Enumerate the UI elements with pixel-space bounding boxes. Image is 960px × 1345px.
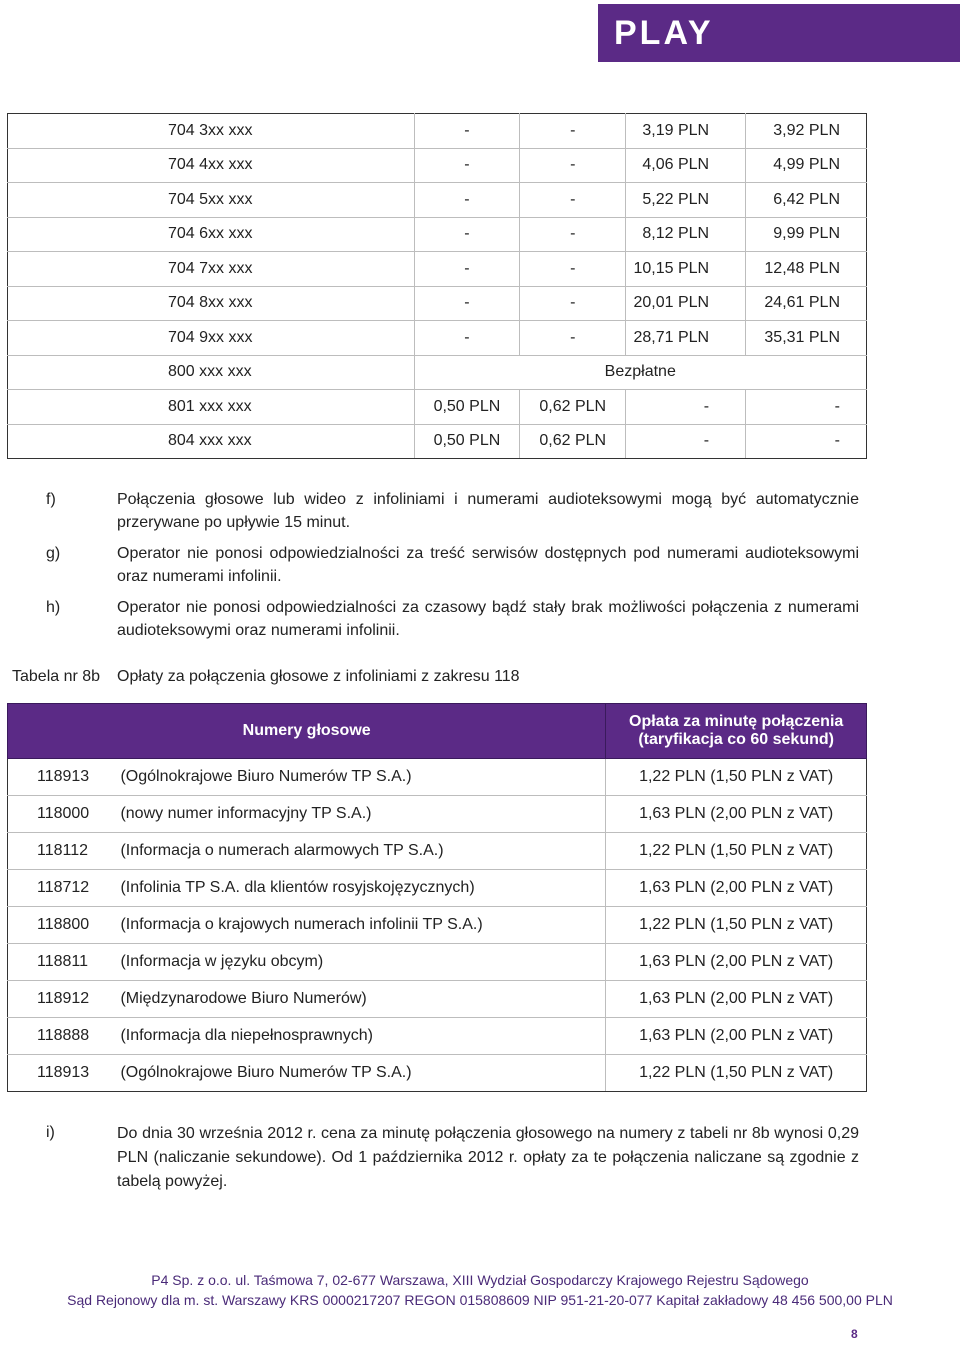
header-fee-line2: (taryfikacja co 60 sekund) — [638, 731, 834, 748]
note-label: g) — [46, 545, 61, 562]
footer-line-2: Sąd Rejonowy dla m. st. Warszawy KRS 0000217207 REGON 015808609 NIP 951-21-20-077 Kapitał zakładowy 48 456 500,00 PLN — [67, 1292, 893, 1308]
rate-cell: 12,48 PLN — [746, 252, 867, 287]
description-cell: (Informacja w języku obcym) — [120, 944, 605, 981]
rate-cell: - — [520, 148, 626, 183]
logo-text: PLAY — [614, 13, 714, 52]
number-range-cell: 704 7xx xxx — [8, 252, 415, 287]
rate-cell: - — [414, 148, 520, 183]
rates-row — [8, 424, 867, 459]
description-cell: (Informacja o krajowych numerach infolinii TP S.A.) — [120, 907, 605, 944]
number-code-cell: 118912 — [8, 981, 121, 1018]
rates-row — [8, 390, 867, 425]
rates-row — [8, 217, 867, 252]
rate-cell: 0,50 PLN — [414, 390, 520, 425]
number-code-cell: 118000 — [8, 796, 121, 833]
number-range-cell: 801 xxx xxx — [8, 390, 415, 425]
rate-cell: - — [414, 286, 520, 321]
description-cell: (Ogólnokrajowe Biuro Numerów TP S.A.) — [120, 1055, 605, 1092]
rate-cell: 35,31 PLN — [746, 321, 867, 356]
rate-cell: - — [520, 183, 626, 218]
number-range-cell: 704 8xx xxx — [8, 286, 415, 321]
rate-cell: - — [520, 321, 626, 356]
note-label: i) — [46, 1124, 55, 1141]
number-code-cell: 118913 — [8, 1055, 121, 1092]
rate-cell: - — [520, 286, 626, 321]
rate-cell: - — [626, 424, 746, 459]
rate-cell: 0,50 PLN — [414, 424, 520, 459]
rates-row — [8, 286, 867, 321]
infoline-row — [8, 796, 867, 833]
fee-cell: 1,22 PLN (1,50 PLN z VAT) — [606, 1055, 867, 1092]
rate-cell: - — [414, 321, 520, 356]
fee-cell: 1,22 PLN (1,50 PLN z VAT) — [606, 833, 867, 870]
number-range-cell: 704 4xx xxx — [8, 148, 415, 183]
rate-cell: 8,12 PLN — [626, 217, 746, 252]
rates-row — [8, 321, 867, 356]
note-label: f) — [46, 491, 56, 508]
rates-row — [8, 114, 867, 149]
rate-cell: 0,62 PLN — [520, 390, 626, 425]
rate-cell: - — [746, 424, 867, 459]
number-code-cell: 118913 — [8, 759, 121, 796]
note-text: Do dnia 30 września 2012 r. cena za minutę połączenia głosowego na numery z tabeli nr 8b wynosi 0,29 PLN (naliczanie sekundowe). Od 1 października 2012 r. opłaty za te połączenia naliczane są zgodnie z tabelą powyżej. — [117, 1125, 859, 1190]
description-cell: (Międzynarodowe Biuro Numerów) — [120, 981, 605, 1018]
description-cell: (Infolinia TP S.A. dla klientów rosyjskojęzycznych) — [120, 870, 605, 907]
fee-cell: 1,22 PLN (1,50 PLN z VAT) — [606, 907, 867, 944]
fee-cell: 1,63 PLN (2,00 PLN z VAT) — [606, 870, 867, 907]
rate-cell: 28,71 PLN — [626, 321, 746, 356]
infoline-row — [8, 944, 867, 981]
rate-cell: - — [414, 217, 520, 252]
rates-row — [8, 183, 867, 218]
number-code-cell: 118888 — [8, 1018, 121, 1055]
fee-cell: 1,63 PLN (2,00 PLN z VAT) — [606, 981, 867, 1018]
rate-cell: 9,99 PLN — [746, 217, 867, 252]
play-logo — [598, 4, 960, 62]
fee-cell: 1,63 PLN (2,00 PLN z VAT) — [606, 796, 867, 833]
footer-line-1: P4 Sp. z o.o. ul. Taśmowa 7, 02-677 Warszawa, XIII Wydział Gospodarczy Krajowego Rejestru Sądowego — [151, 1272, 809, 1288]
fee-cell: 1,63 PLN (2,00 PLN z VAT) — [606, 1018, 867, 1055]
rates-row — [8, 355, 867, 390]
rate-cell: 24,61 PLN — [746, 286, 867, 321]
description-cell: (nowy numer informacyjny TP S.A.) — [120, 796, 605, 833]
infoline-row — [8, 870, 867, 907]
number-range-cell: 704 3xx xxx — [8, 114, 415, 149]
rate-cell: - — [746, 390, 867, 425]
rate-cell: - — [414, 114, 520, 149]
rates-row — [8, 148, 867, 183]
note-text: Operator nie ponosi odpowiedzialności za treść serwisów dostępnych pod numerami audioteksowymi oraz numerami infolinii. — [117, 545, 859, 585]
number-code-cell: 118811 — [8, 944, 121, 981]
note-label: h) — [46, 599, 61, 616]
note-text: Operator nie ponosi odpowiedzialności za czasowy bądź stały brak możliwości połączenia z numerami audioteksowymi oraz numerami infolinii. — [117, 599, 859, 639]
table-label: Tabela nr 8b — [12, 668, 101, 685]
rate-cell: 20,01 PLN — [626, 286, 746, 321]
fee-cell: 1,22 PLN (1,50 PLN z VAT) — [606, 759, 867, 796]
infoline-row — [8, 907, 867, 944]
rate-cell: - — [414, 252, 520, 287]
rate-cell: - — [520, 217, 626, 252]
note-text: Połączenia głosowe lub wideo z infoliniami i numerami audioteksowymi mogą być automatycznie przerywane po upływie 15 minut. — [117, 491, 859, 531]
number-range-cell: 704 9xx xxx — [8, 321, 415, 356]
rate-cell: 3,92 PLN — [746, 114, 867, 149]
number-range-cell: 704 5xx xxx — [8, 183, 415, 218]
rate-cell: 4,99 PLN — [746, 148, 867, 183]
merged-rate-cell: Bezpłatne — [414, 355, 866, 390]
infoline-row — [8, 1055, 867, 1092]
infoline-row — [8, 833, 867, 870]
rate-cell: - — [520, 114, 626, 149]
number-range-cell: 800 xxx xxx — [8, 355, 415, 390]
rate-cell: - — [520, 252, 626, 287]
number-code-cell: 118800 — [8, 907, 121, 944]
header-numbers: Numery głosowe — [8, 704, 606, 759]
page-number: 8 — [851, 1327, 858, 1341]
rate-cell: 5,22 PLN — [626, 183, 746, 218]
rate-cell: 0,62 PLN — [520, 424, 626, 459]
rate-cell: 3,19 PLN — [626, 114, 746, 149]
header-fee — [606, 704, 867, 759]
description-cell: (Informacja dla niepełnosprawnych) — [120, 1018, 605, 1055]
number-range-cell: 804 xxx xxx — [8, 424, 415, 459]
number-code-cell: 118112 — [8, 833, 121, 870]
infoline-row — [8, 1018, 867, 1055]
infoline-table — [7, 703, 867, 1092]
number-range-cell: 704 6xx xxx — [8, 217, 415, 252]
number-code-cell: 118712 — [8, 870, 121, 907]
rate-cell: - — [626, 390, 746, 425]
header-fee-line1: Opłata za minutę połączenia — [629, 713, 844, 730]
rate-cell: - — [414, 183, 520, 218]
fee-cell: 1,63 PLN (2,00 PLN z VAT) — [606, 944, 867, 981]
rates-table — [7, 113, 867, 459]
rate-cell: 4,06 PLN — [626, 148, 746, 183]
rate-cell: 10,15 PLN — [626, 252, 746, 287]
infoline-row — [8, 981, 867, 1018]
description-cell: (Informacja o numerach alarmowych TP S.A.) — [120, 833, 605, 870]
infoline-row — [8, 759, 867, 796]
description-cell: (Ogólnokrajowe Biuro Numerów TP S.A.) — [120, 759, 605, 796]
rate-cell: 6,42 PLN — [746, 183, 867, 218]
table-title: Opłaty za połączenia głosowe z infoliniami z zakresu 118 — [117, 668, 520, 685]
rates-row — [8, 252, 867, 287]
